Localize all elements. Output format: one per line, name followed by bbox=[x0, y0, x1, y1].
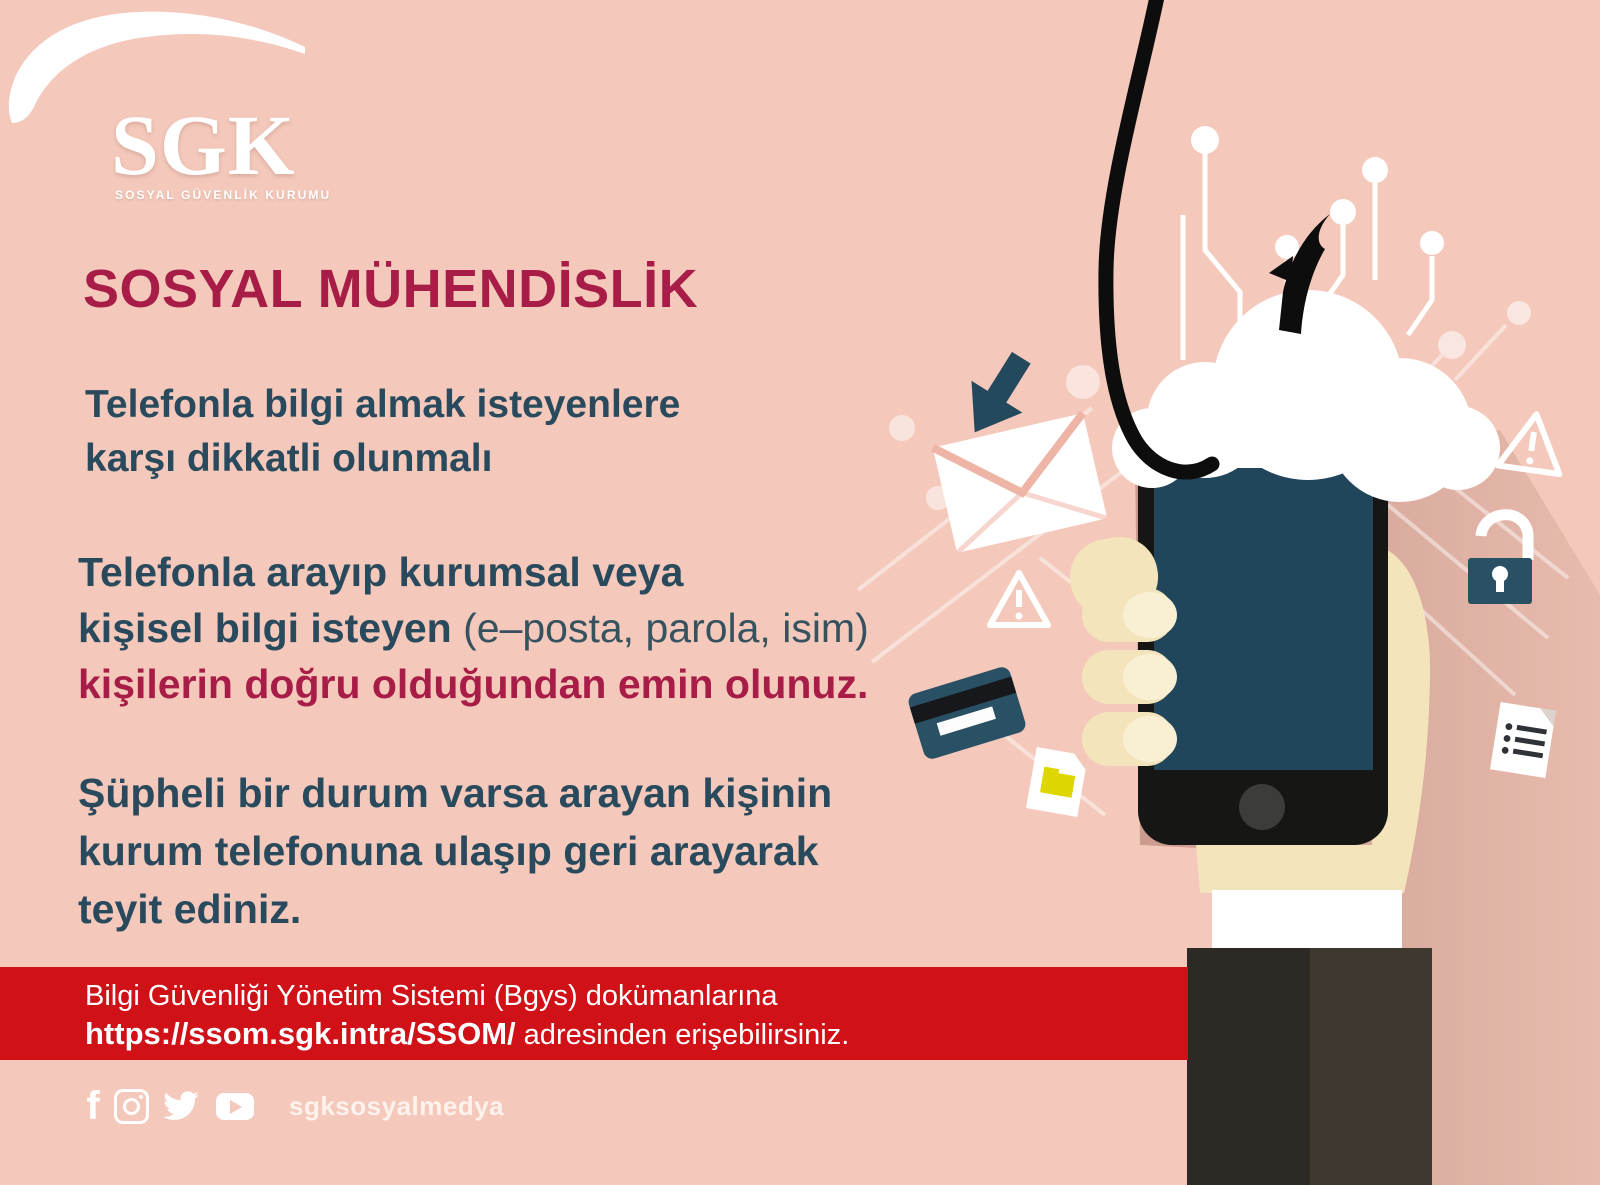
warning-triangle-icon bbox=[990, 573, 1048, 625]
advice-line-2: kurum telefonuna ulaşıp geri arayarak bbox=[78, 828, 819, 874]
banner-text bbox=[85, 977, 849, 1054]
warning-line-2-light: (e–posta, parola, isim) bbox=[451, 605, 869, 651]
youtube-icon[interactable] bbox=[213, 1093, 254, 1120]
warning-line-1: Telefonla arayıp kurumsal veya bbox=[78, 549, 684, 595]
banner-line-2 bbox=[85, 1015, 849, 1054]
social-handle: sgksosyalmedya bbox=[289, 1090, 505, 1121]
instagram-icon[interactable] bbox=[114, 1089, 149, 1124]
page-title: SOSYAL MÜHENDİSLİK bbox=[83, 259, 699, 319]
warning-line-2-bold: kişisel bilgi isteyen bbox=[78, 605, 452, 651]
banner-url-link[interactable]: https://ssom.sgk.intra/SSOM/ bbox=[85, 1016, 516, 1051]
hook-barb-icon bbox=[1269, 256, 1293, 282]
intro-line-1: Telefonla bilgi almak isteyenlere bbox=[85, 383, 681, 426]
document-icon bbox=[1490, 702, 1556, 778]
logo-text: SGK bbox=[111, 97, 296, 193]
warning-line-2 bbox=[78, 600, 869, 656]
warning-line-3: kişilerin doğru olduğundan emin olunuz. bbox=[78, 661, 869, 707]
envelope-icon bbox=[933, 413, 1107, 553]
twitter-icon[interactable] bbox=[162, 1091, 200, 1122]
suit-sleeve bbox=[1187, 948, 1310, 1185]
facebook-icon[interactable]: f bbox=[86, 1084, 100, 1128]
warning-paragraph bbox=[78, 544, 869, 712]
banner-line-2-suffix: adresinden erişebilirsiniz. bbox=[515, 1019, 850, 1051]
warning-triangle-icon bbox=[1498, 410, 1567, 474]
logo-tagline: SOSYAL GÜVENLİK KURUMU bbox=[115, 188, 332, 202]
credit-card-icon bbox=[906, 665, 1027, 761]
info-banner bbox=[0, 967, 1188, 1060]
suit-sleeve bbox=[1310, 948, 1432, 1185]
shirt-cuff bbox=[1212, 890, 1402, 952]
advice-line-3: teyit ediniz. bbox=[78, 886, 302, 932]
social-media-bar bbox=[85, 1086, 504, 1126]
sim-card-icon bbox=[1026, 747, 1088, 817]
advice-paragraph bbox=[78, 764, 832, 938]
intro-line-2: karşı dikkatli olunmalı bbox=[85, 437, 493, 480]
intro-paragraph bbox=[85, 378, 680, 486]
advice-line-1: Şüpheli bir durum varsa arayan kişinin bbox=[78, 770, 833, 816]
sgk-logo bbox=[85, 50, 415, 210]
banner-line-1: Bilgi Güvenliği Yönetim Sistemi (Bgys) dokümanlarına bbox=[85, 980, 778, 1012]
